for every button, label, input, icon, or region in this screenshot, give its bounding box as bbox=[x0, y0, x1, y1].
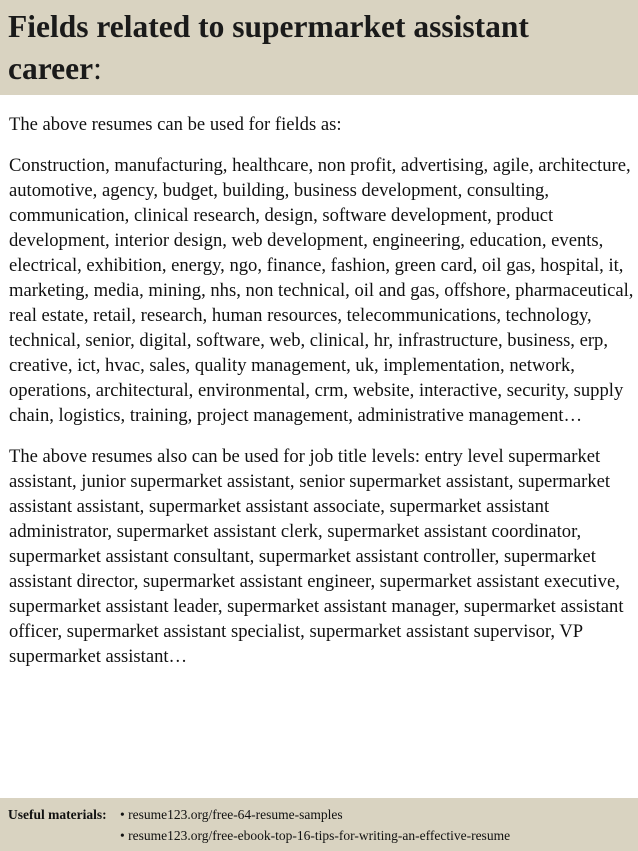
page-title-colon: : bbox=[93, 51, 102, 86]
intro-text: The above resumes can be used for fields as: bbox=[9, 114, 342, 135]
footer-row-2 bbox=[8, 825, 630, 846]
main-content bbox=[9, 112, 635, 669]
footer-link-ebook[interactable]: • resume123.org/free-ebook-top-16-tips-for-writing-an-effective-resume bbox=[120, 828, 511, 843]
fields-paragraph: Construction, manufacturing, healthcare, non profit, advertising, agile, architecture, automotive, agency, budget, building, business development, consulting, communication, clinical research, design, software development, product development, interior design, web development, engineering, education, events, electrical, exhibition, energy, ngo, finance, fashion, green card, oil gas, hospital, it, marketing, media, mining, nhs, non technical, oil and gas, offshore, pharmaceutical, real estate, retail, research, human resources, telecommunications, technology, technical, senior, digital, software, web, clinical, hr, infrastructure, business, erp, creative, ict, hvac, sales, quality management, uk, implementation, network, operations, architectural, environmental, crm, website, interactive, security, supply chain, logistics, training, project management, administrative management… bbox=[9, 155, 634, 426]
header-band bbox=[0, 0, 638, 95]
job-levels-paragraph: The above resumes also can be used for job title levels: entry level supermarket assistant, junior supermarket assistant, senior supermarket assistant, supermarket assistant assistant, supermarket assistant associate, supermarket assistant administrator, supermarket assistant clerk, supermarket assistant coordinator, supermarket assistant consultant, supermarket assistant controller, supermarket assistant director, supermarket assistant engineer, supermarket assistant executive, supermarket assistant leader, supermarket assistant manager, supermarket assistant officer, supermarket assistant specialist, supermarket assistant supervisor, VP supermarket assistant… bbox=[9, 446, 624, 667]
footer-row-1 bbox=[8, 804, 630, 825]
useful-materials-label-colon: : bbox=[102, 807, 107, 822]
useful-materials-label bbox=[8, 804, 120, 825]
useful-materials-label-text: Useful materials bbox=[8, 807, 103, 822]
footer-link-resume-samples[interactable]: • resume123.org/free-64-resume-samples bbox=[120, 807, 343, 822]
page-title bbox=[8, 6, 630, 90]
footer-indent bbox=[8, 825, 120, 846]
footer-band bbox=[0, 798, 638, 851]
page-title-text: Fields related to supermarket assistant career bbox=[8, 9, 529, 86]
